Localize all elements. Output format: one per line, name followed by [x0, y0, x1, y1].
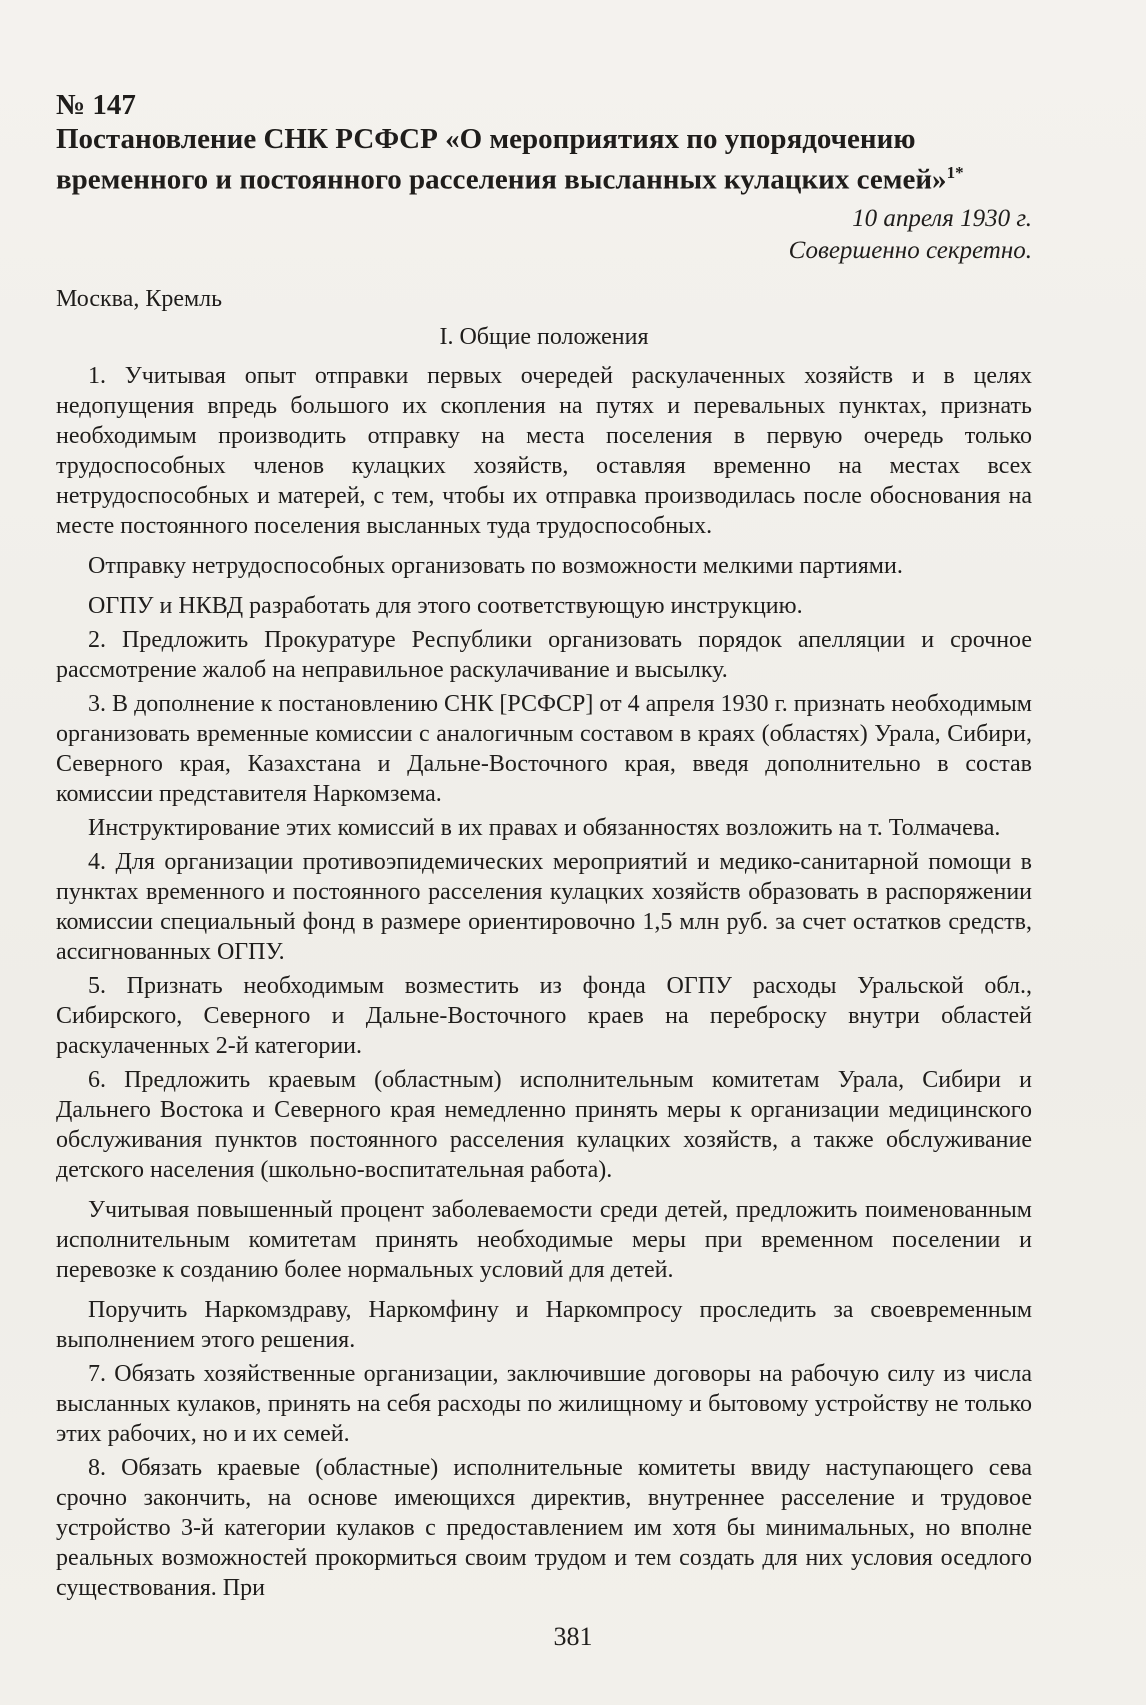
paragraph-2: 2. Предложить Прокуратуре Республики организовать порядок апелляции и срочное рассмотрение жалоб на неправильное раскулачивание и высылку.: [56, 626, 1032, 683]
page-content: [56, 88, 1032, 1607]
document-title: [56, 122, 1032, 197]
paragraph-7: 7. Обязать хозяйственные организации, заключившие договоры на рабочую силу из числа высланных кулаков, принять на себя расходы по жилищному и бытовому устройству не только этих рабочих, но и их семей.: [56, 1360, 1032, 1447]
paragraph-8: 8. Обязать краевые (областные) исполнительные комитеты ввиду наступающего сева срочно закончить, на основе имеющихся директив, внутреннее расселение и трудовое устройство 3-й категории кулаков с предоставлением им хотя бы минимальных, но вполне реальных возможностей прокормиться своим трудом и тем создать для них условия оседлого существования. При: [56, 1454, 1032, 1601]
footnote-marker: 1*: [946, 163, 964, 182]
paragraph-5: 5. Признать необходимым возместить из фонда ОГПУ расходы Уральской обл., Сибирского, Северного и Дальне-Восточного краев на переброску внутри областей раскулаченных 2-й категории.: [56, 972, 1032, 1059]
paragraph-6-children: Учитывая повышенный процент заболеваемости среди детей, предложить поименованным исполнительным комитетам принять необходимые меры при временном поселении и перевозке к созданию более нормальных условий для детей.: [56, 1196, 1032, 1283]
paragraph-3-instruct: Инструктирование этих комиссий в их правах и обязанностях возложить на т. Толмачева.: [88, 814, 1001, 841]
paragraph-6-assign: Поручить Наркомздраву, Наркомфину и Наркомпросу проследить за своевременным выполнением этого решения.: [56, 1296, 1032, 1353]
paragraph-4: 4. Для организации противоэпидемических мероприятий и медико-санитарной помощи в пунктах временного и постоянного расселения кулацких хозяйств образовать в распоряжении комиссии специальный фонд в размере ориентировочно 1,5 млн руб. за счет остатков средств, ассигнованных ОГПУ.: [56, 848, 1032, 965]
paragraph-1: 1. Учитывая опыт отправки первых очередей раскулаченных хозяйств и в целях недопущения впредь большого их скопления на путях и перевальных пунктах, признать необходимым производить отправку на места поселения в первую очередь только трудоспособных членов кулацких хозяйств, оставляя временно на местах всех нетрудоспособных и матерей, с тем, чтобы их отправка производилась после обоснования на месте постоянного поселения высланных туда трудоспособных.: [56, 362, 1032, 539]
document-place: Москва, Кремль: [56, 285, 223, 312]
paragraph-3: 3. В дополнение к постановлению СНК [РСФСР] от 4 апреля 1930 г. признать необходимым организовать временные комиссии с аналогичным составом в краях (областях) Урала, Сибири, Северного края, Казахстана и Дальне-Восточного края, введя дополнительно в состав комиссии представителя Наркомзема.: [56, 690, 1032, 807]
section-heading: I. Общие положения: [439, 323, 649, 350]
document-number: № 147: [56, 89, 136, 121]
page-number: 381: [553, 1622, 593, 1651]
paragraph-1-send-disabled: Отправку нетрудоспособных организовать по возможности мелкими партиями.: [88, 552, 903, 579]
paragraph-1-instruction: ОГПУ и НКВД разработать для этого соответствующую инструкцию.: [88, 592, 803, 619]
paragraph-6: 6. Предложить краевым (областным) исполнительным комитетам Урала, Сибири и Дальнего Востока и Северного края немедленно принять меры к организации медицинского обслуживания пунктов постоянного расселения кулацких хозяйств, а также обслуживание детского населения (школьно-воспитательная работа).: [56, 1066, 1032, 1183]
document-title-text: Постановление СНК РСФСР «О мероприятиях по упорядочению временного и постоянного расселения высланных кулацких семей»: [56, 123, 947, 196]
document-date: 10 апреля 1930 г.: [852, 204, 1032, 232]
classification-stamp: Совершенно секретно.: [788, 236, 1032, 264]
